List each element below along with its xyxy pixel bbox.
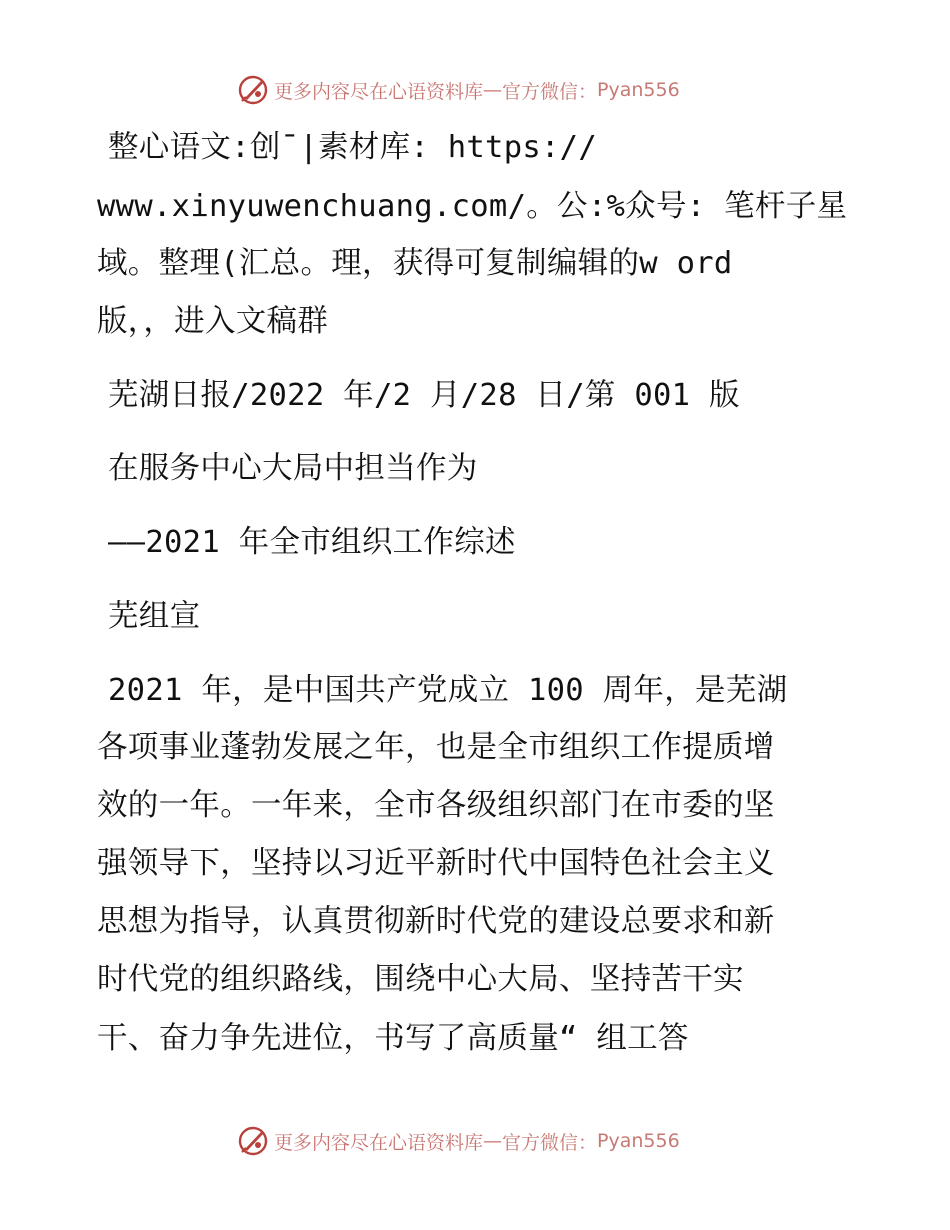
watermark-dash: — [483, 79, 503, 101]
promo-line-4: 版，，进入文稿群 [97, 304, 329, 339]
source-line: 芜湖日报/2022 年/2 月/28 日/第 001 版 [108, 378, 740, 413]
body-line: 各项事业蓬勃发展之年，也是全市组织工作提质增 [97, 730, 775, 765]
watermark-contact-id: Pyan556 [597, 1130, 680, 1152]
article-subtitle: ——2021 年全市组织工作综述 [108, 525, 516, 560]
watermark-dash: — [483, 1130, 503, 1152]
footer-watermark [236, 1123, 680, 1159]
watermark-contact-id: Pyan556 [597, 79, 680, 101]
watermark-text: 更多内容尽在心语资料库 [274, 80, 484, 103]
body-line: 强领导下，坚持以习近平新时代中国特色社会主义 [97, 846, 775, 881]
promo-line-3: 域。整理(汇总。理，获得可复制编辑的w ord [97, 246, 733, 281]
body-line: 2021 年，是中国共产党成立 100 周年，是芜湖 [108, 673, 788, 708]
watermark-contact-label: 官方微信： [502, 1131, 598, 1154]
article-title: 在服务中心大局中担当作为 [108, 451, 478, 486]
watermark-text: 更多内容尽在心语资料库 [274, 1131, 484, 1154]
body-line: 干、奋力争先进位，书写了高质量“ 组工答 [97, 1021, 689, 1056]
body-line: 思想为指导，认真贯彻新时代党的建设总要求和新 [97, 904, 775, 939]
promo-line-1: 整心语文:创¯|素材库: https:// [108, 130, 598, 165]
promo-line-2: www.xinyuwenchuang.com/。公:%众号: 笔杆子星 [97, 189, 848, 224]
quill-pen-seal-icon [236, 73, 270, 107]
header-watermark [236, 72, 680, 108]
body-line: 时代党的组织路线，围绕中心大局、坚持苦干实 [97, 962, 744, 997]
watermark-contact-label: 官方微信： [502, 80, 598, 103]
quill-pen-seal-icon [236, 1124, 270, 1158]
article-author: 芜组宣 [108, 599, 201, 634]
body-line: 效的一年。一年来，全市各级组织部门在市委的坚 [97, 788, 775, 823]
